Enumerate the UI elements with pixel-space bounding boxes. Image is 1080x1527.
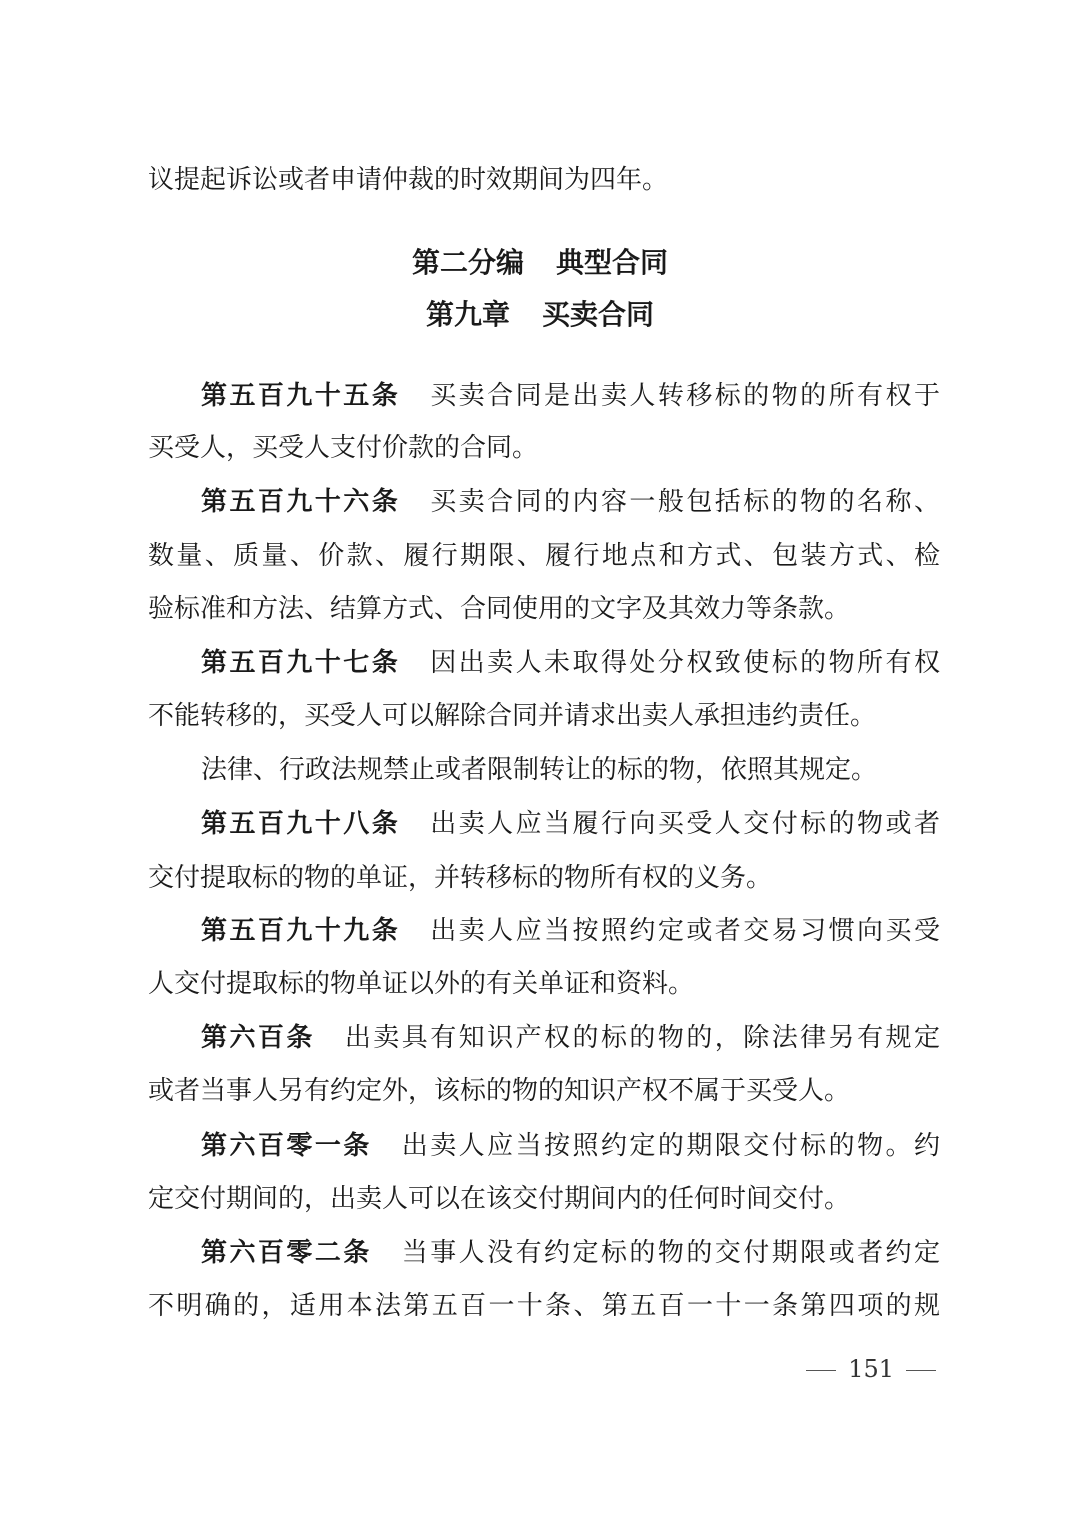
text-line: 不明确的，适用本法第五百一十条、第五百一十一条第四项的规 xyxy=(148,1291,940,1321)
part-label: 第二分编 xyxy=(411,246,524,279)
article-text: 因出卖人未取得处分权致使标的物所有权 xyxy=(430,648,940,678)
article-number: 第五百九十七条 xyxy=(201,648,401,678)
chapter-label: 第九章 xyxy=(425,298,510,331)
article-number: 第五百九十八条 xyxy=(201,809,401,839)
article-text: 出卖人应当按照约定或者交易习惯向买受 xyxy=(430,916,940,946)
text-line: 数量、质量、价款、履行期限、履行地点和方式、包装方式、检 xyxy=(148,541,940,571)
part-title: 典型合同 xyxy=(556,246,669,279)
article-598 xyxy=(201,809,940,839)
page-number xyxy=(794,1355,948,1383)
article-text: 买卖合同是出卖人转移标的物的所有权于 xyxy=(430,381,940,411)
text-line: 人交付提取标的物单证以外的有关单证和资料。 xyxy=(148,969,695,999)
article-number: 第五百九十六条 xyxy=(201,487,401,517)
article-601 xyxy=(201,1131,940,1161)
article-595 xyxy=(201,381,940,411)
part-heading xyxy=(0,247,1080,279)
text-line: 或者当事人另有约定外，该标的物的知识产权不属于买受人。 xyxy=(148,1076,851,1106)
dash-left xyxy=(806,1370,836,1371)
text-line: 验标准和方法、结算方式、合同使用的文字及其效力等条款。 xyxy=(148,594,851,624)
article-596 xyxy=(201,487,940,517)
article-number: 第五百九十五条 xyxy=(201,381,401,411)
article-text: 出卖人应当履行向买受人交付标的物或者 xyxy=(430,809,940,839)
text-line: 定交付期间的，出卖人可以在该交付期间内的任何时间交付。 xyxy=(148,1184,851,1214)
article-number: 第五百九十九条 xyxy=(201,916,401,946)
page-number-value: 151 xyxy=(848,1355,894,1383)
article-number: 第六百条 xyxy=(201,1023,315,1053)
article-text: 买卖合同的内容一般包括标的物的名称、 xyxy=(430,487,940,517)
article-602 xyxy=(201,1238,940,1268)
text-line: 交付提取标的物的单证，并转移标的物所有权的义务。 xyxy=(148,863,773,893)
chapter-heading xyxy=(0,299,1080,331)
dash-right xyxy=(906,1370,936,1371)
text-line: 议提起诉讼或者申请仲裁的时效期间为四年。 xyxy=(148,165,669,195)
text-line: 法律、行政法规禁止或者限制转让的标的物，依照其规定。 xyxy=(201,755,878,785)
text-line: 买受人，买受人支付价款的合同。 xyxy=(148,433,539,463)
article-599 xyxy=(201,916,940,946)
article-text: 出卖人应当按照约定的期限交付标的物。约 xyxy=(401,1131,940,1161)
article-number: 第六百零二条 xyxy=(201,1238,372,1268)
article-text: 当事人没有约定标的物的交付期限或者约定 xyxy=(401,1238,940,1268)
chapter-title: 买卖合同 xyxy=(542,298,655,331)
article-597 xyxy=(201,648,940,678)
article-600 xyxy=(201,1023,940,1053)
article-number: 第六百零一条 xyxy=(201,1131,372,1161)
text-line: 不能转移的，买受人可以解除合同并请求出卖人承担违约责任。 xyxy=(148,701,877,731)
article-text: 出卖具有知识产权的标的物的，除法律另有规定 xyxy=(344,1023,940,1053)
